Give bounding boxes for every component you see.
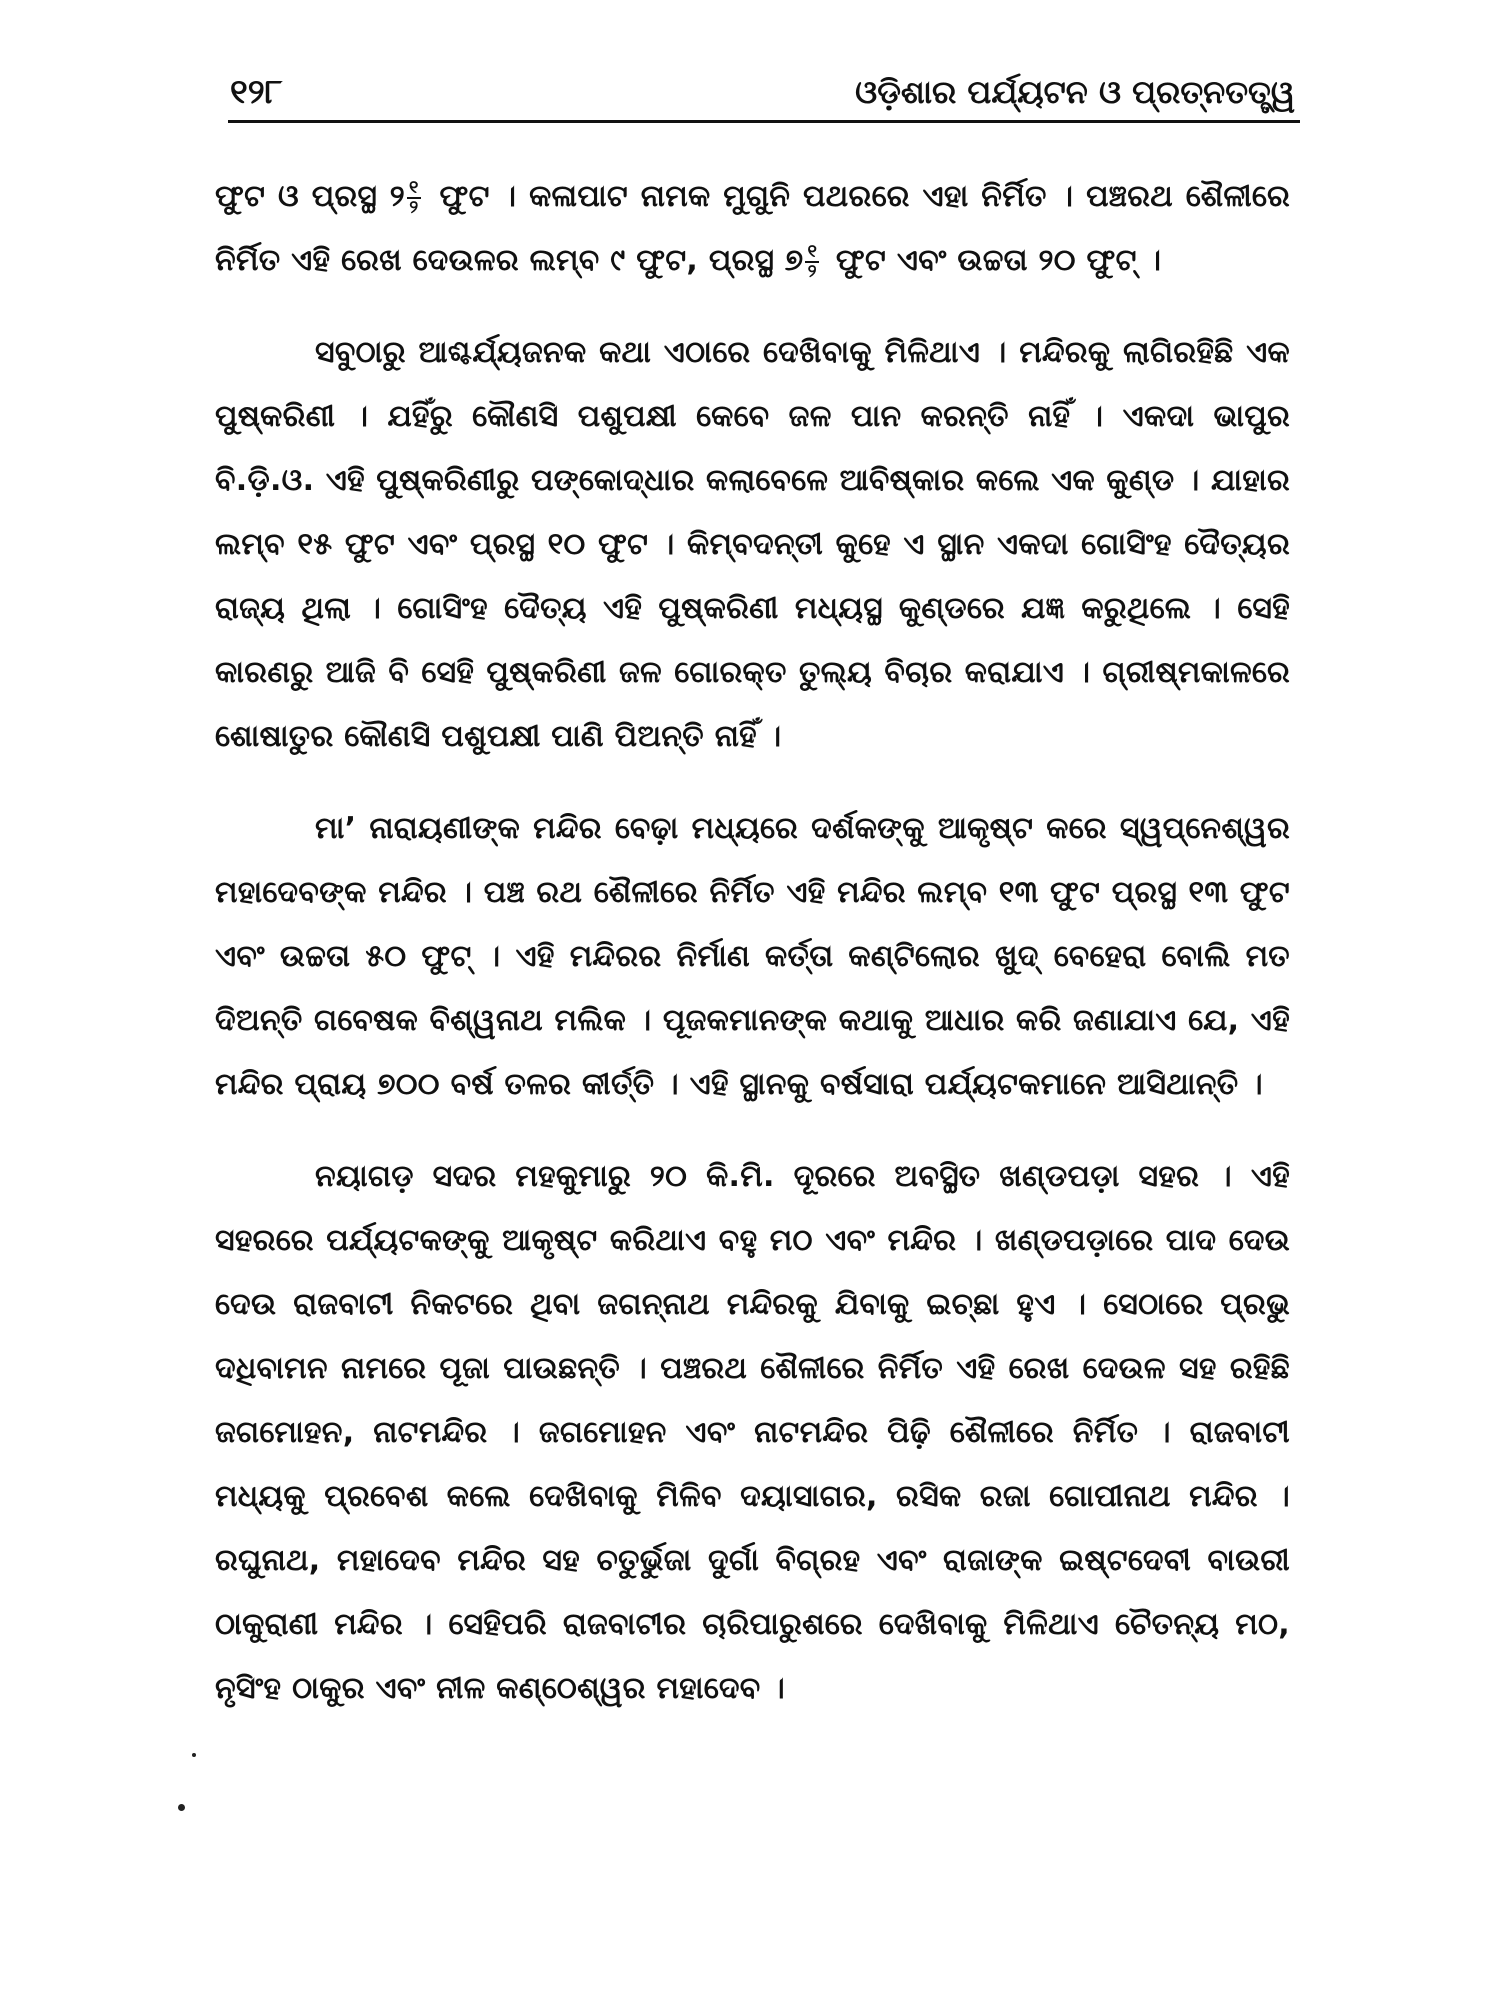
running-title: ଓଡ଼ିଶାର ପର୍ଯ୍ୟଟନ ଓ ପ୍ରତ୍ନତତ୍ତ୍ୱ — [855, 73, 1295, 111]
header-rule — [228, 120, 1300, 123]
fraction-denominator: ୨ — [409, 196, 419, 218]
fraction-numerator: ୧ — [409, 176, 419, 198]
paragraph-3: ମା’ ନାରାୟଣୀଙ୍କ ମନ୍ଦିର ବେଢ଼ା ମଧ୍ୟରେ ଦର୍ଶକଙ୍କୁ ଆକୃଷ୍ଟ କରେ ସ୍ୱପ୍ନେଶ୍ୱର ମହାଦେବଙ୍କ ମନ୍ଦିର । ପଞ୍ଚ ରଥ ଶୈଳୀରେ ନିର୍ମିତ ଏହି ମନ୍ଦିର ଲମ୍ବ ୧୩ ଫୁଟ ପ୍ରସ୍ଥ ୧୩ ଫୁଟ ଏବଂ ଉଚ୍ଚତା ୫୦ ଫୁଟ୍ । ଏହି ମନ୍ଦିରର ନିର୍ମାଣ କର୍ତ୍ତା କଣ୍ଟିଲୋର ଖୁଦ୍ ବେହେରା ବୋଲି ମତ ଦିଅନ୍ତି ଗବେଷକ ବିଶ୍ୱନାଥ ମଲିକ । ପୂଜକମାନଙ୍କ କଥାକୁ ଆଧାର କରି ଜଣାଯାଏ ଯେ, ଏହି ମନ୍ଦିର ପ୍ରାୟ ୭୦୦ ବର୍ଷ ତଳର କୀର୍ତ୍ତି । ଏହି ସ୍ଥାନକୁ ବର୍ଷସାରା ପର୍ଯ୍ୟଟକମାନେ ଆସିଥାନ୍ତି । — [215, 811, 1290, 1102]
page-number: ୧୨୮ — [230, 72, 283, 112]
scan-speck — [192, 1753, 196, 1757]
paragraph-1 — [215, 165, 1290, 293]
fraction-numerator: ୧ — [807, 240, 818, 262]
paragraph-2: ସବୁଠାରୁ ଆଶ୍ଚର୍ଯ୍ୟଜନକ କଥା ଏଠାରେ ଦେଖିବାକୁ ମିଳିଥାଏ । ମନ୍ଦିରକୁ ଲାଗିରହିଛି ଏକ ପୁଷ୍କରିଣୀ । ଯହିଁରୁ କୌଣସି ପଶୁପକ୍ଷୀ କେବେ ଜଳ ପାନ କରନ୍ତି ନାହିଁ । ଏକଦା ଭାପୁର ବି.ଡ଼ି.ଓ. ଏହି ପୁଷ୍କରିଣୀରୁ ପଙ୍କୋଦ୍ଧାର କଲାବେଳେ ଆବିଷ୍କାର କଲେ ଏକ କୁଣ୍ଡ । ଯାହାର ଲମ୍ବ ୧୫ ଫୁଟ ଏବଂ ପ୍ରସ୍ଥ ୧୦ ଫୁଟ । କିମ୍ବଦନ୍ତୀ କୁହେ ଏ ସ୍ଥାନ ଏକଦା ଗୋସିଂହ ଦୈତ୍ୟର ରାଜ୍ୟ ଥିଲା । ଗୋସିଂହ ଦୈତ୍ୟ ଏହି ପୁଷ୍କରିଣୀ ମଧ୍ୟସ୍ଥ କୁଣ୍ଡରେ ଯଜ୍ଞ କରୁଥିଲେ । ସେହି କାରଣରୁ ଆଜି ବି ସେହି ପୁଷ୍କରିଣୀ ଜଳ ଗୋରକ୍ତ ତୁଲ୍ୟ ବିଚାର କରାଯାଏ । ଗ୍ରୀଷ୍ମକାଳରେ ଶୋଷାତୁର କୌଣସି ପଶୁପକ୍ଷୀ ପାଣି ପିଅନ୍ତି ନାହିଁ । — [215, 335, 1290, 754]
page-header — [230, 68, 1295, 116]
paragraph-1-part-a: ଫୁଟ ଓ ପ୍ରସ୍ଥ ୨ — [215, 179, 405, 214]
fraction-half-1 — [407, 176, 421, 218]
fraction-denominator: ୨ — [807, 260, 817, 282]
body-text — [215, 165, 1290, 1749]
paragraph-1-part-b: ଫୁଟ । କଳାପାଟ ନାମକ ମୁଗୁନି ପଥରରେ ଏହା ନିର୍ମିତ । ପଞ୍ଚରଥ ଶୈଳୀରେ ନିର୍ମିତ ଏହି ରେଖ ଦେଉଳର ଲମ୍ବ ୯ ଫୁଟ, ପ୍ରସ୍ଥ ୭ — [215, 179, 1290, 278]
paragraph-1-part-c: ଫୁଟ ଏବଂ ଉଚ୍ଚତା ୨୦ ଫୁଟ୍ । — [825, 243, 1162, 278]
fraction-half-2 — [805, 240, 819, 282]
paragraph-4: ନୟାଗଡ଼ ସଦର ମହକୁମାରୁ ୨୦ କି.ମି. ଦୂରରେ ଅବସ୍ଥିତ ଖଣ୍ଡପଡ଼ା ସହର । ଏହି ସହରରେ ପର୍ଯ୍ୟଟକଙ୍କୁ ଆକୃଷ୍ଟ କରିଥାଏ ବହୁ ମଠ ଏବଂ ମନ୍ଦିର । ଖଣ୍ଡପଡ଼ାରେ ପାଦ ଦେଉ ଦେଉ ରାଜବାଟୀ ନିକଟରେ ଥିବା ଜଗନ୍ନାଥ ମନ୍ଦିରକୁ ଯିବାକୁ ଇଚ୍ଛା ହୁଏ । ସେଠାରେ ପ୍ରଭୁ ଦଧିବାମନ ନାମରେ ପୂଜା ପାଉଛନ୍ତି । ପଞ୍ଚରଥ ଶୈଳୀରେ ନିର୍ମିତ ଏହି ରେଖ ଦେଉଳ ସହ ରହିଛି ଜଗମୋହନ, ନାଟମନ୍ଦିର । ଜଗମୋହନ ଏବଂ ନାଟମନ୍ଦିର ପିଢ଼ି ଶୈଳୀରେ ନିର୍ମିତ । ରାଜବାଟୀ ମଧ୍ୟକୁ ପ୍ରବେଶ କଲେ ଦେଖିବାକୁ ମିଳିବ ଦୟାସାଗର, ରସିକ ରଜା ଗୋପୀନାଥ ମନ୍ଦିର । ରଘୁନାଥ, ମହାଦେବ ମନ୍ଦିର ସହ ଚତୁର୍ଭୁଜା ଦୁର୍ଗା ବିଗ୍ରହ ଏବଂ ରାଜାଙ୍କ ଇଷ୍ଟଦେବୀ ବାଉରୀ ଠାକୁରାଣୀ ମନ୍ଦିର । ସେହିପରି ରାଜବାଟୀର ଚାରିପାରୁଶରେ ଦେଖିବାକୁ ମିଳିଥାଏ ଚୈତନ୍ୟ ମଠ, ନୃସିଂହ ଠାକୁର ଏବଂ ନୀଳ କଣ୍ଠେଶ୍ୱର ମହାଦେବ । — [215, 1159, 1290, 1706]
scan-speck — [178, 1804, 185, 1811]
